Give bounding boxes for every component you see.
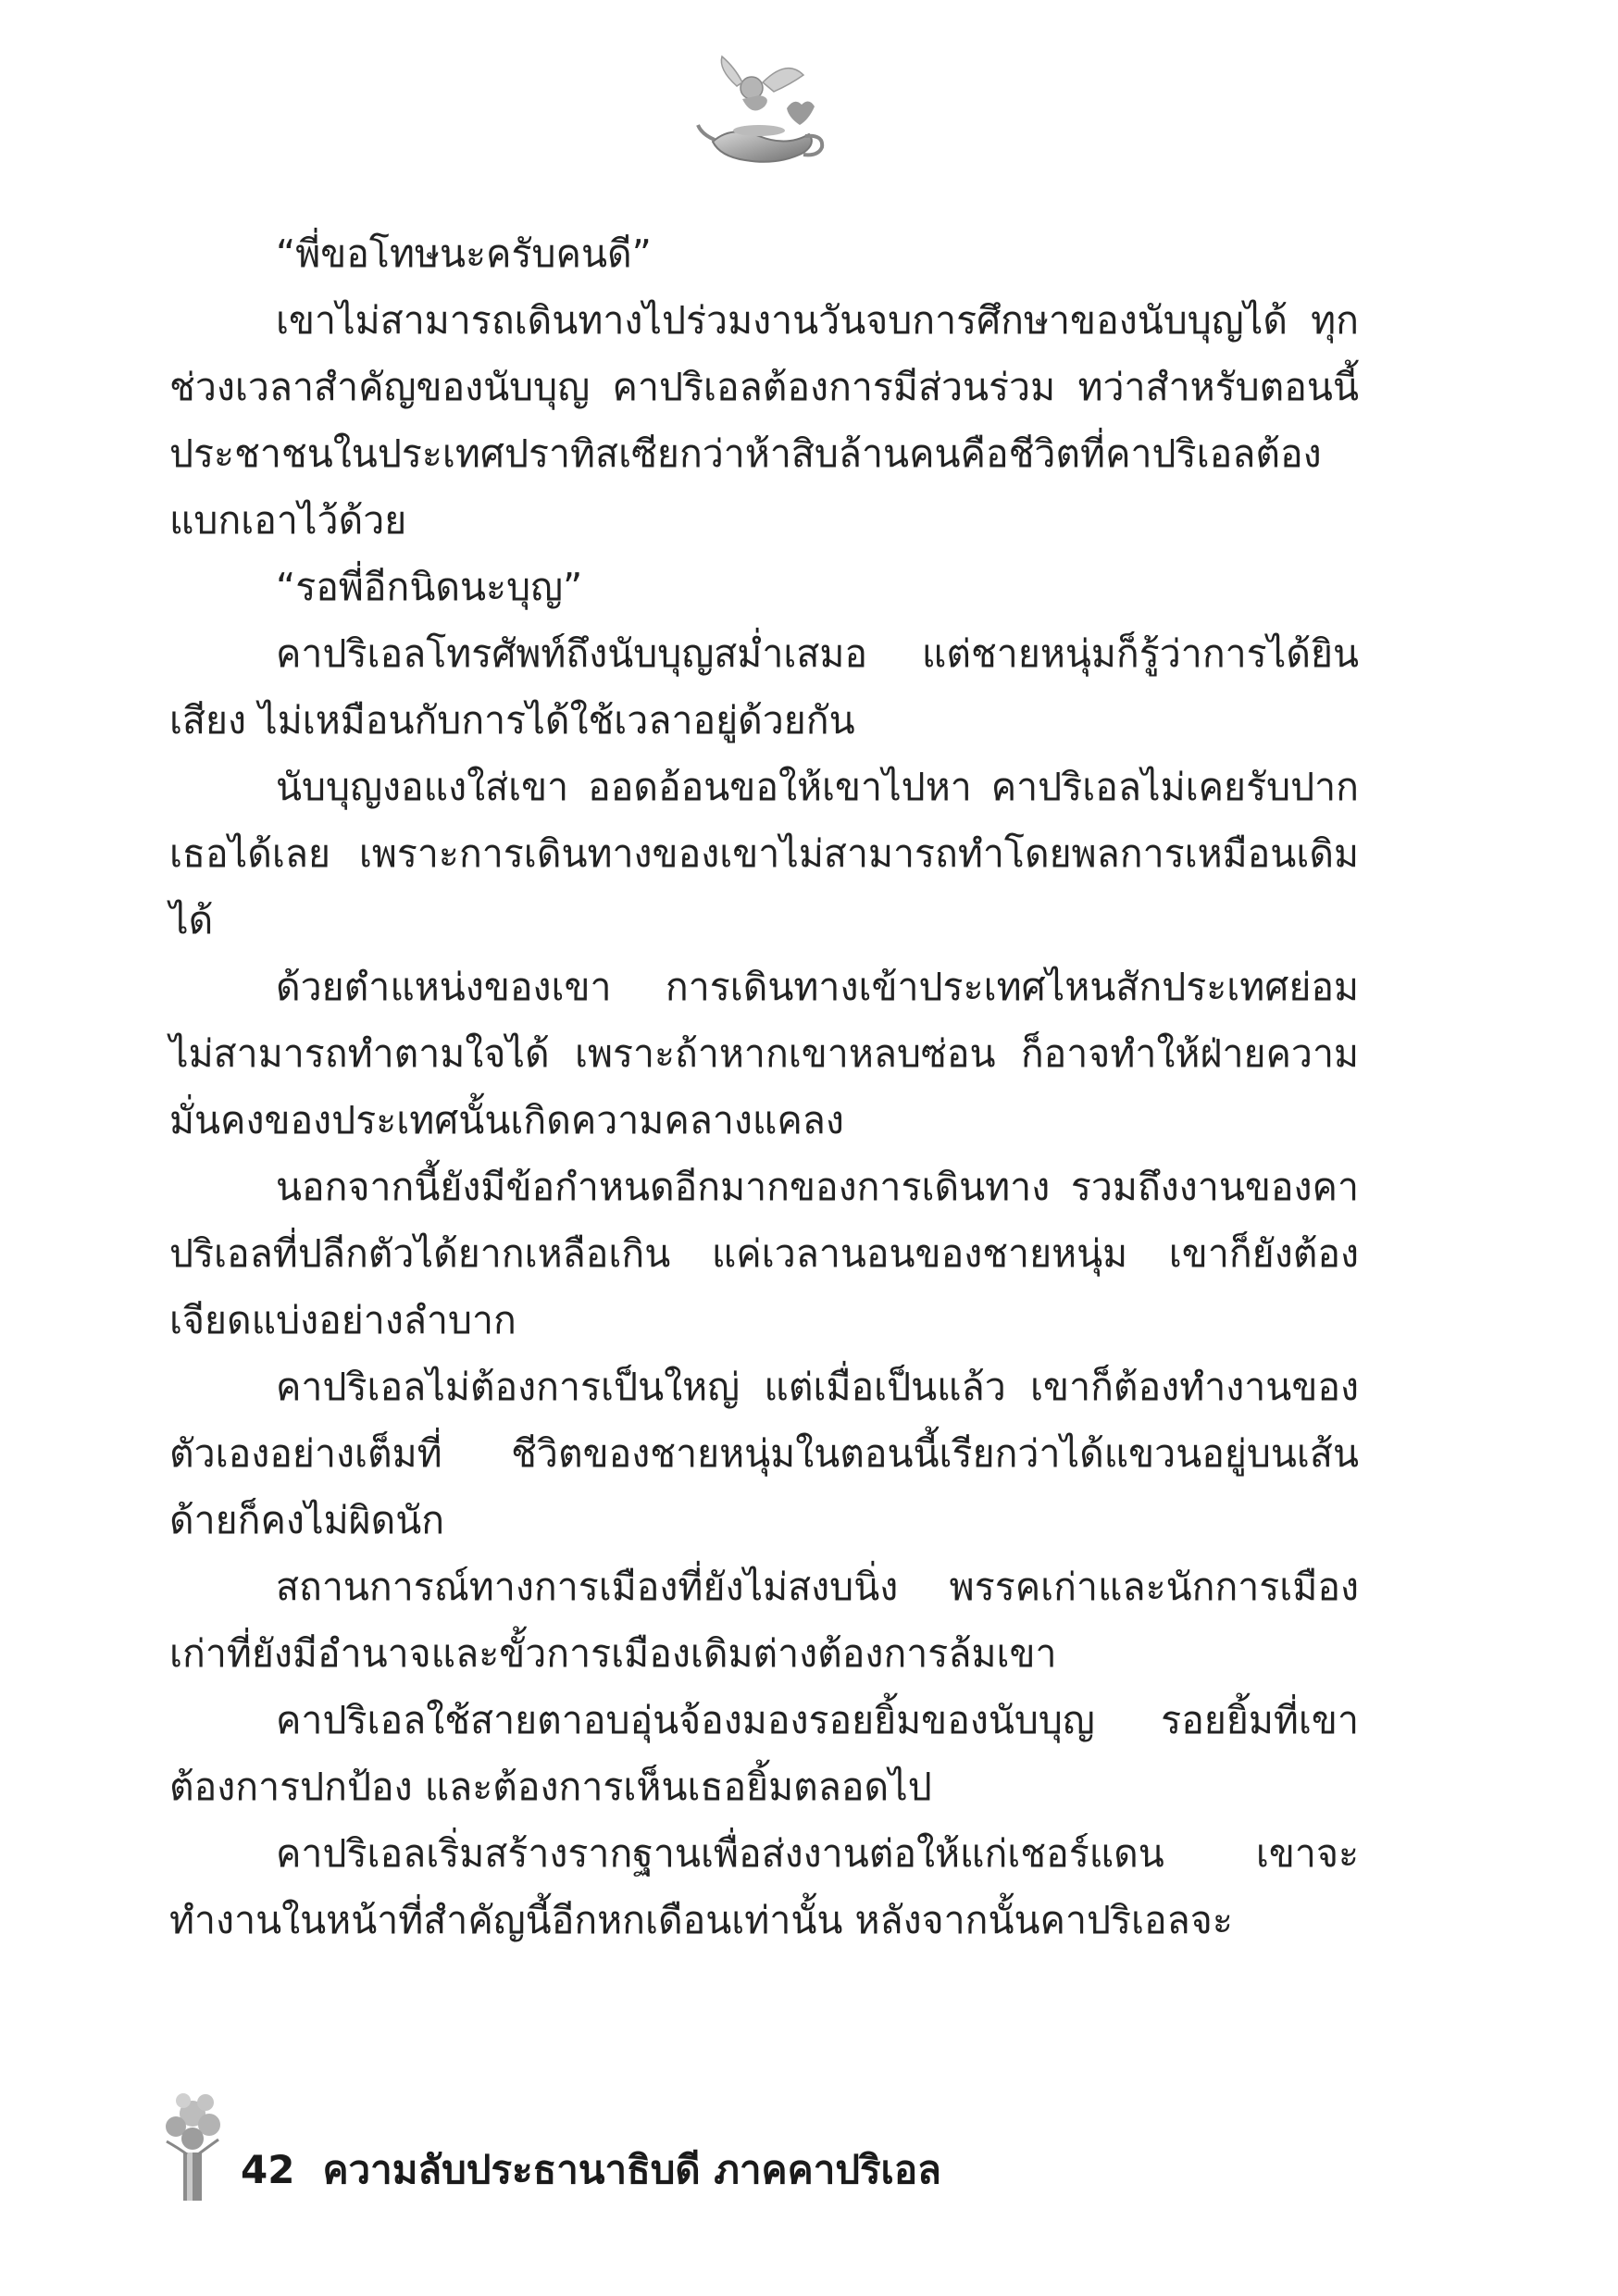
cupid-teapot-ornament-icon: [694, 51, 833, 181]
page-number: 42: [241, 2147, 295, 2192]
paragraph-3: “รอพี่อีกนิดนะบุญ”: [276, 565, 583, 609]
paragraph-11: คาปริเอลเริ่มสร้างรากฐานเพื่อส่งงานต่อให้แก่เชอร์แดน เขาจะทำงานในหน้าที่สำคัญนี้อีกหกเดือนเท่านั้น หลังจากนั้นคาปริเอลจะ: [169, 1831, 1359, 1942]
flower-vase-ornament-icon: [156, 2088, 230, 2203]
paragraph-2: เขาไม่สามารถเดินทางไปร่วมงานวันจบการศึกษาของนับบุญได้ ทุกช่วงเวลาสำคัญของนับบุญ คาปริเอลต้องการมีส่วนร่วม ทว่าสำหรับตอนนี้ ประชาชนในประเทศปราทิสเซียกว่าห้าสิบล้านคนคือชีวิตที่คาปริเอลต้องแบกเอาไว้ด้วย: [169, 298, 1359, 543]
paragraph-5: นับบุญงอแงใส่เขา ออดอ้อนขอให้เขาไปหา คาปริเอลไม่เคยรับปากเธอได้เลย เพราะการเดินทางของเขาไม่สามารถทำโดยพลการเหมือนเดิมได้: [169, 765, 1359, 942]
paragraph-1: “พี่ขอโทษนะครับคนดี”: [276, 231, 652, 276]
paragraph-7: นอกจากนี้ยังมีข้อกำหนดอีกมากของการเดินทาง รวมถึงงานของคาปริเอลที่ปลีกตัวได้ยากเหลือเกิน แค่เวลานอนของชายหนุ่ม เขาก็ยังต้องเจียดแบ่งอย่างลำบาก: [169, 1165, 1359, 1342]
page-footer: [148, 2088, 1351, 2208]
paragraph-10: คาปริเอลใช้สายตาอบอุ่นจ้องมองรอยยิ้มของนับบุญ รอยยิ้มที่เขาต้องการปกป้อง และต้องการเห็นเธอยิ้มตลอดไป: [169, 1698, 1359, 1809]
paragraph-6: ด้วยตำแหน่งของเขา การเดินทางเข้าประเทศไหนสักประเทศย่อมไม่สามารถทำตามใจได้ เพราะถ้าหากเขาหลบซ่อน ก็อาจทำให้ฝ่ายความมั่นคงของประเทศนั้นเกิดความคลางแคลง: [169, 965, 1359, 1142]
book-title: ความลับประธานาธิบดี ภาคคาปริเอล: [322, 2147, 941, 2192]
paragraph-9: สถานการณ์ทางการเมืองที่ยังไม่สงบนิ่ง พรรคเก่าและนักการเมืองเก่าที่ยังมีอำนาจและขั้วการเมืองเดิมต่างต้องการล้มเขา: [169, 1565, 1359, 1676]
paragraph-8: คาปริเอลไม่ต้องการเป็นใหญ่ แต่เมื่อเป็นแล้ว เขาก็ต้องทำงานของตัวเองอย่างเต็มที่ ชีวิตของชายหนุ่มในตอนนี้เรียกว่าได้แขวนอยู่บนเส้นด้ายก็คงไม่ผิดนัก: [169, 1365, 1359, 1542]
footer-caption: [241, 2140, 941, 2201]
story-text: [169, 220, 1359, 1953]
paragraph-4: คาปริเอลโทรศัพท์ถึงนับบุญสม่ำเสมอ แต่ชายหนุ่มก็รู้ว่าการได้ยินเสียง ไม่เหมือนกับการได้ใช้เวลาอยู่ด้วยกัน: [169, 631, 1359, 742]
